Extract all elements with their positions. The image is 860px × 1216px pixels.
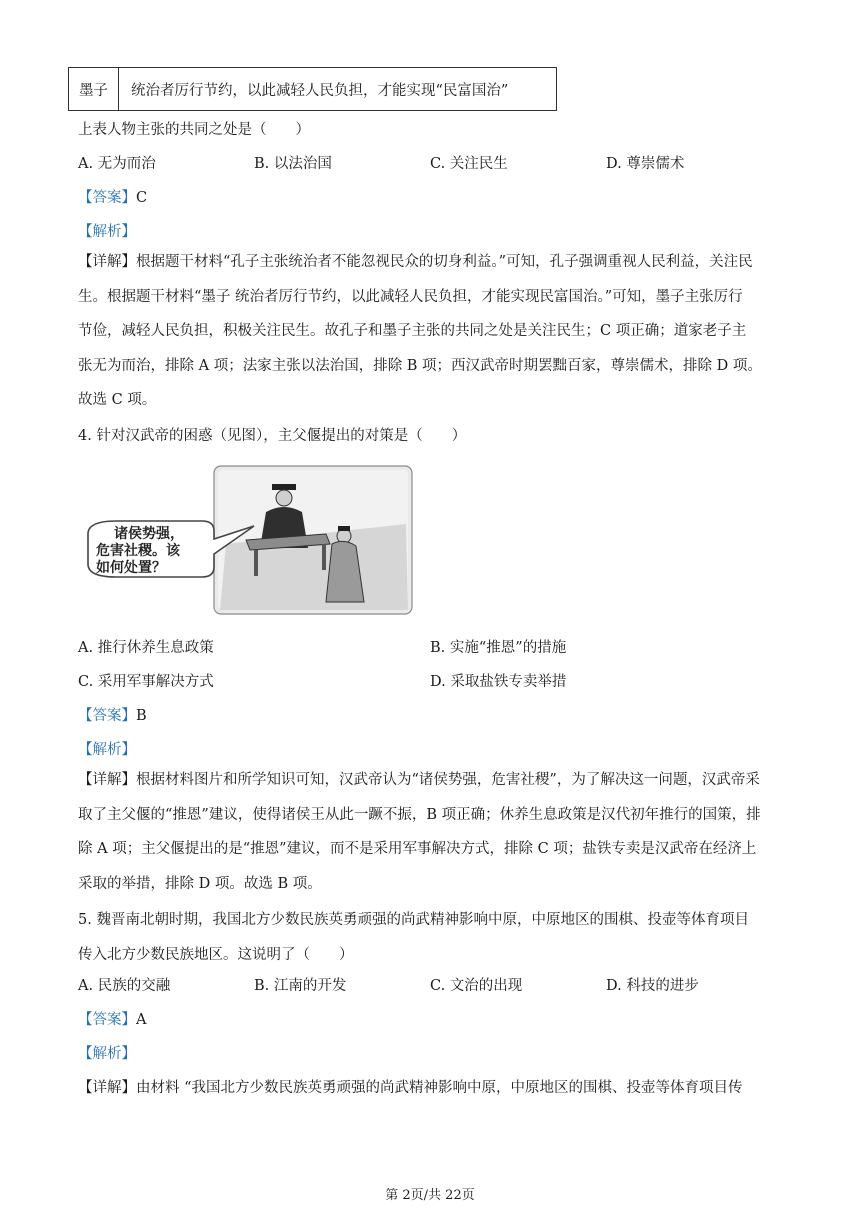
q4-stem: 4. 针对汉武帝的困惑（见图），主父偃提出的对策是（ ） (78, 428, 467, 444)
bubble-line-1: 诸侯势强， (114, 526, 184, 542)
q4-option-a: A. 推行休养生息政策 (78, 640, 214, 656)
q5-option-d: D. 科技的进步 (606, 978, 699, 994)
q5-answer (78, 1010, 146, 1030)
detail-line: 张无为而治，排除 A 项；法家主张以法治国，排除 B 项；西汉武帝时期罢黜百家，尊崇儒术，排除 D 项。 (78, 357, 762, 374)
q4-analysis-tag: 【解析】 (78, 742, 136, 758)
q5-analysis-tag: 【解析】 (78, 1046, 136, 1062)
q4-answer (78, 706, 147, 726)
detail-line: 由材料 “我国北方少数民族英勇顽强的尚武精神影响中原，中原地区的围棋、投壶等体育项目传 (136, 1080, 743, 1096)
answer-value: A (136, 1012, 147, 1028)
detail-tag: 【详解】 (78, 1080, 136, 1096)
bubble-line-2: 危害社稷。该 (96, 543, 180, 559)
answer-value: C (136, 190, 148, 206)
q5-option-c: C. 文治的出现 (430, 978, 523, 994)
q4-option-c: C. 采用军事解决方式 (78, 674, 214, 690)
detail-line: 故选 C 项。 (78, 392, 157, 408)
detail-tag: 【详解】 (78, 254, 136, 270)
page-footer: 第 2页/共 22页 (385, 1188, 475, 1203)
q3-option-d: D. 尊崇儒术 (606, 156, 685, 172)
q3-stem: 上表人物主张的共同之处是（ ） (78, 122, 310, 138)
detail-line: 生。根据题干材料“墨子 统治者厉行节约，以此减轻人民负担，才能实现民富国治。”可知，墨子主张厉行 (78, 288, 743, 305)
q4-detail (78, 763, 790, 901)
q5-option-b: B. 江南的开发 (254, 978, 347, 994)
table-name-cell: 墨子 (69, 68, 119, 110)
bubble-line-3: 如何处置？ (96, 560, 166, 576)
answer-value: B (136, 708, 147, 724)
q5-stem-line: 传入北方少数民族地区。这说明了（ ） (78, 946, 354, 963)
illustration-svg (86, 464, 416, 616)
q3-answer (78, 188, 147, 208)
detail-tag: 【详解】 (78, 772, 136, 788)
q5-stem-line: 5. 魏晋南北朝时期，我国北方少数民族英勇顽强的尚武精神影响中原，中原地区的围棋、投壶等体育项目 (78, 912, 749, 928)
q3-option-b: B. 以法治国 (254, 156, 332, 172)
detail-line: 根据题干材料“孔子主张统治者不能忽视民众的切身利益。”可知，孔子强调重视人民利益，关注民 (136, 254, 753, 270)
q4-option-b: B. 实施“推恩”的措施 (430, 640, 567, 656)
emperor-illustration (86, 464, 416, 616)
q5-stem (78, 903, 790, 972)
q4-option-d: D. 采取盐铁专卖举措 (430, 674, 567, 690)
answer-tag: 【答案】 (78, 190, 136, 206)
q3-option-c: C. 关注民生 (430, 156, 508, 172)
q3-option-a: A. 无为而治 (78, 156, 156, 172)
table-text-cell: 统治者厉行节约，以此减轻人民负担，才能实现“民富国治” (131, 82, 509, 99)
answer-tag: 【答案】 (78, 708, 136, 724)
answer-tag: 【答案】 (78, 1012, 136, 1028)
q3-detail (78, 245, 790, 418)
detail-line: 取了主父偃的“推恩”建议，使得诸侯王从此一蹶不振，B 项正确；休养生息政策是汉代初年推行的国策，排 (78, 806, 761, 823)
mozi-table-row (68, 67, 557, 111)
detail-line: 根据材料图片和所学知识可知，汉武帝认为“诸侯势强，危害社稷”，为了解决这一问题，汉武帝采 (136, 772, 760, 788)
detail-line: 除 A 项；主父偃提出的是“推恩”建议，而不是采用军事解决方式，排除 C 项；盐铁专卖是汉武帝在经济上 (78, 841, 757, 857)
q5-option-a: A. 民族的交融 (78, 978, 171, 994)
detail-line: 节俭，减轻人民负担，积极关注民生。故孔子和墨子主张的共同之处是关注民生；C 项正确；道家老子主 (78, 323, 747, 339)
detail-line: 采取的举措，排除 D 项。故选 B 项。 (78, 875, 322, 892)
q3-analysis-tag: 【解析】 (78, 224, 136, 240)
q5-detail (78, 1078, 743, 1098)
